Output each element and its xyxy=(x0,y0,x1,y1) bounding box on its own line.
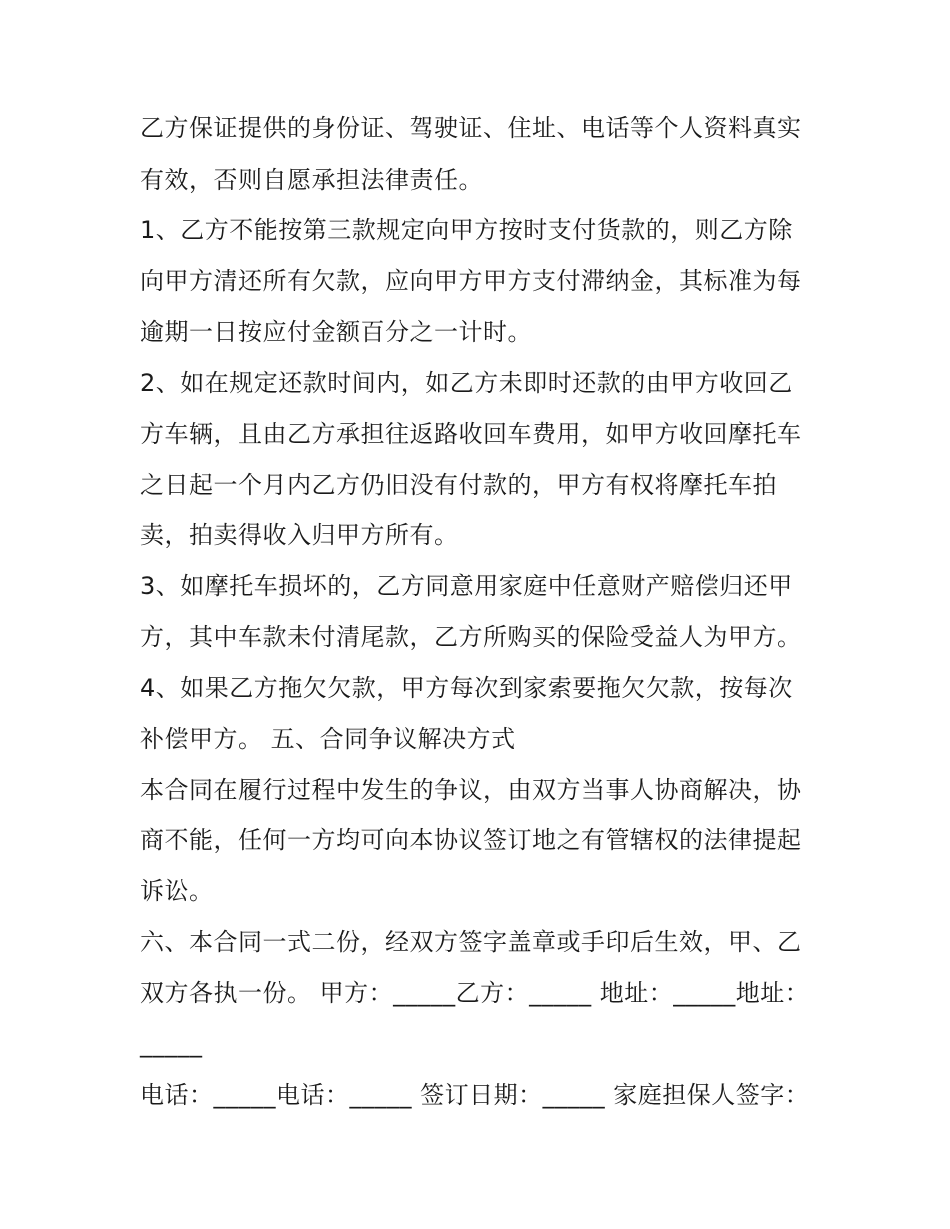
text-line: 双方各执一份。 甲方：_____乙方：_____ 地址：_____地址： xyxy=(140,979,810,1007)
text-line: 逾期一日按应付金额百分之一计时。 xyxy=(140,318,532,346)
text-line: 4、如果乙方拖欠欠款，甲方每次到家索要拖欠欠款，按每次 xyxy=(140,674,793,702)
text-line: 本合同在履行过程中发生的争议，由双方当事人协商解决，协 xyxy=(140,776,802,804)
text-line: 2、如在规定还款时间内，如乙方未即时还款的由甲方收回乙 xyxy=(140,369,793,397)
text-line: 六、本合同一式二份，经双方签字盖章或手印后生效，甲、乙 xyxy=(140,928,802,956)
text-line: _____ xyxy=(140,1030,203,1058)
text-line: 卖，拍卖得收入归甲方所有。 xyxy=(140,521,459,549)
text-line: 商不能，任何一方均可向本协议签订地之有管辖权的法律提起 xyxy=(140,826,802,854)
text-line: 3、如摩托车损坏的，乙方同意用家庭中任意财产赔偿归还甲 xyxy=(140,572,793,600)
text-line: 方，其中车款未付清尾款，乙方所购买的保险受益人为甲方。 xyxy=(140,623,802,651)
text-line: 向甲方清还所有欠款，应向甲方甲方支付滞纳金，其标准为每 xyxy=(140,267,802,295)
text-line: 诉讼。 xyxy=(140,877,214,905)
text-line: 方车辆，且由乙方承担往返路收回车费用，如甲方收回摩托车 xyxy=(140,420,802,448)
text-line: 有效，否则自愿承担法律责任。 xyxy=(140,166,483,194)
text-line: 1、乙方不能按第三款规定向甲方按时支付货款的，则乙方除 xyxy=(140,216,793,244)
text-line: 之日起一个月内乙方仍旧没有付款的，甲方有权将摩托车拍 xyxy=(140,471,777,499)
text-line: 乙方保证提供的身份证、驾驶证、住址、电话等个人资料真实 xyxy=(140,114,802,142)
text-line: 电话：_____电话：_____ 签订日期：_____ 家庭担保人签字： xyxy=(140,1081,810,1109)
text-line: 补偿甲方。 五、合同争议解决方式 xyxy=(140,725,516,753)
